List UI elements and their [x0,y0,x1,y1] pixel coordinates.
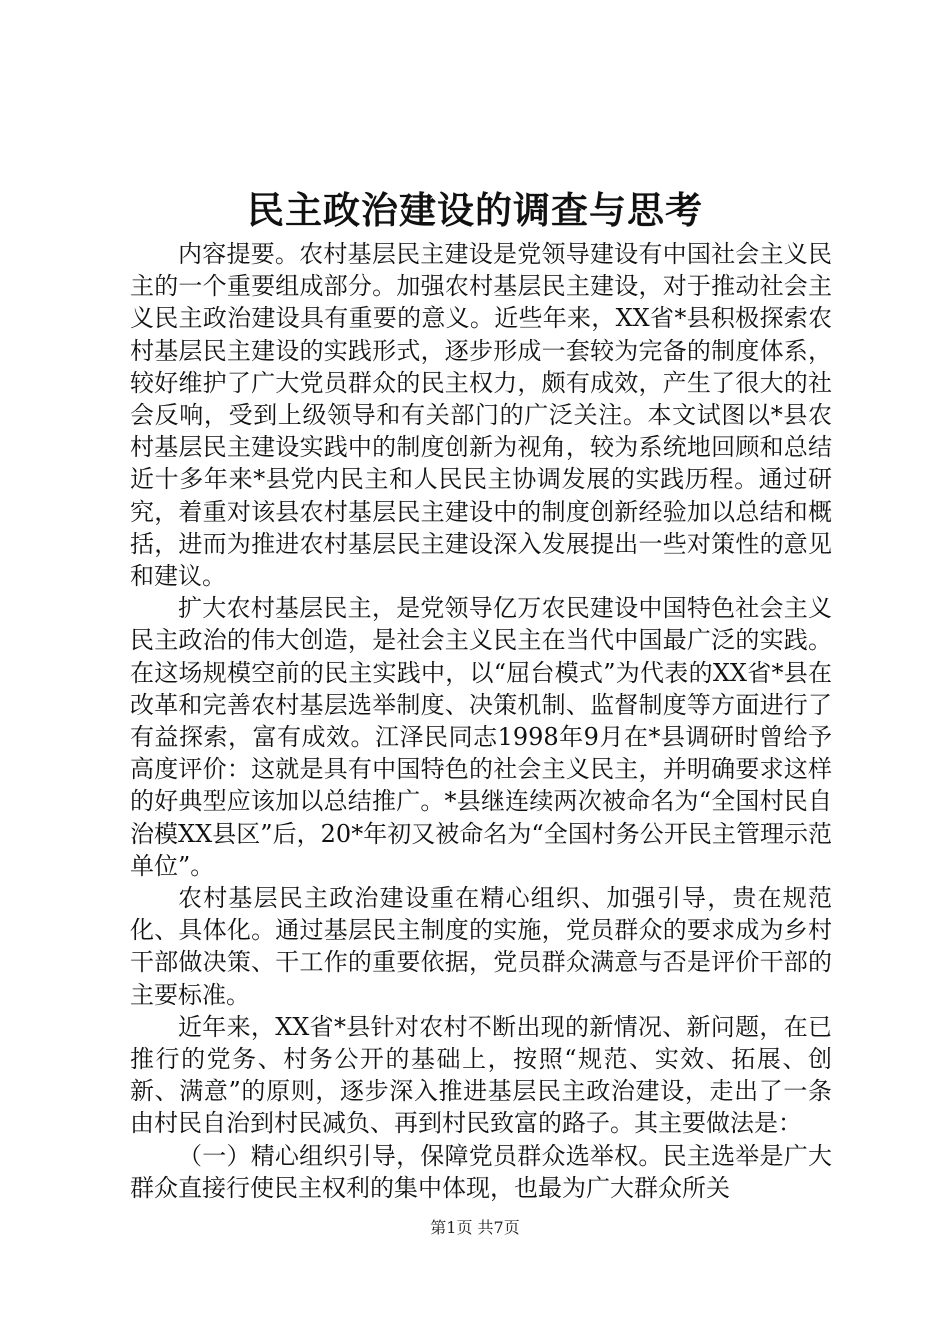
document-body [130,238,832,1204]
paragraph-practice: 近年来，XX省*县针对农村不断出现的新情况、新问题，在已推行的党务、村务公开的基础上，按照“规范、实效、拓展、创新、满意”的原则，逐步深入推进基层民主政治建设，走出了一条由村民自治到村民减负、再到村民致富的路子。其主要做法是： [130,1012,832,1138]
paragraph-principle: 农村基层民主政治建设重在精心组织、加强引导，贵在规范化、具体化。通过基层民主制度的实施，党员群众的要求成为乡村干部做决策、干工作的重要依据，党员群众满意与否是评价干部的主要标准。 [130,884,832,1009]
paragraph-section-one: （一）精心组织引导，保障党员群众选举权。民主选举是广大群众直接行使民主权利的集中体现，也最为广大群众所关 [130,1141,832,1202]
document-title: 民主政治建设的调查与思考 [247,188,703,232]
paragraph-background: 扩大农村基层民主，是党领导亿万农民建设中国特色社会主义民主政治的伟大创造，是社会主义民主在当代中国最广泛的实践。在这场规模空前的民主实践中，以“屈台模式”为代表的XX省*县在改革和完善农村基层选举制度、决策机制、监督制度等方面进行了有益探索，富有成效。江泽民同志1998年9月在*县调研时曾给予高度评价：这就是具有中国特色的社会主义民主，并明确要求这样的好典型应该加以总结推广。*县继连续两次被命名为“全国村民自治模XX县区”后，20*年初又被命名为“全国村务公开民主管理示范单位”。 [130,594,832,880]
page-footer: 第1页 共7页 [430,1218,520,1237]
paragraph-abstract: 内容提要。农村基层民主建设是党领导建设有中国社会主义民主的一个重要组成部分。加强农村基层民主建设，对于推动社会主义民主政治建设具有重要的意义。近些年来，XX省*县积极探索农村基层民主建设的实践形式，逐步形成一套较为完备的制度体系，较好维护了广大党员群众的民主权力，颇有成效，产生了很大的社会反响，受到上级领导和有关部门的广泛关注。本文试图以*县农村基层民主建设实践中的制度创新为视角，较为系统地回顾和总结近十多年来*县党内民主和人民民主协调发展的实践历程。通过研究，着重对该县农村基层民主建设中的制度创新经验加以总结和概括，进而为推进农村基层民主建设深入发展提出一些对策性的意见和建议。 [130,240,832,591]
